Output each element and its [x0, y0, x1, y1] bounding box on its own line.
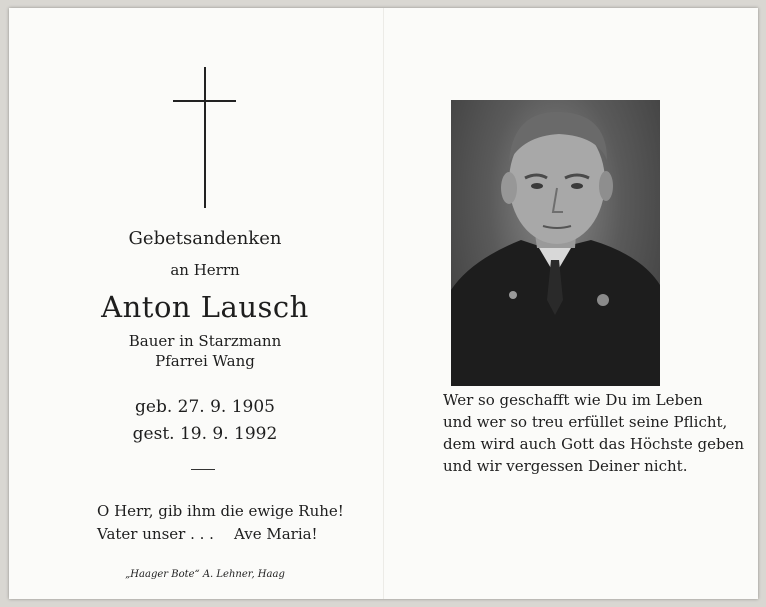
printer-credit: „Haager Bote“ A. Lehner, Haag: [125, 569, 285, 580]
verse-line: Wer so geschafft wie Du im Leben: [443, 391, 703, 409]
occupation: Bauer in Starzmann: [128, 332, 282, 350]
verse-line: und wer so treu erfüllet seine Pflicht,: [443, 413, 728, 431]
card-fold: [383, 8, 384, 599]
death-date: gest. 19. 9. 1992: [132, 424, 278, 444]
prayer-ave-maria: Ave Maria!: [234, 525, 318, 543]
card-heading: Gebetsandenken: [128, 228, 282, 249]
birth-date: geb. 27. 9. 1905: [135, 397, 275, 417]
divider: [191, 469, 215, 470]
verse-line: und wir vergessen Deiner nicht.: [443, 457, 688, 475]
cross-icon-bar: [173, 100, 236, 102]
portrait-photo: [451, 100, 660, 386]
verse-line: dem wird auch Gott das Höchste geben: [443, 435, 745, 453]
portrait-illustration: [451, 100, 660, 386]
prayer-vater-unser: Vater unser . . .: [97, 525, 214, 543]
parish: Pfarrei Wang: [155, 352, 255, 370]
deceased-name: Anton Lausch: [101, 290, 309, 324]
prayer-line: O Herr, gib ihm die ewige Ruhe!: [97, 502, 344, 520]
salutation: an Herrn: [170, 261, 240, 279]
cross-icon: [204, 67, 206, 208]
